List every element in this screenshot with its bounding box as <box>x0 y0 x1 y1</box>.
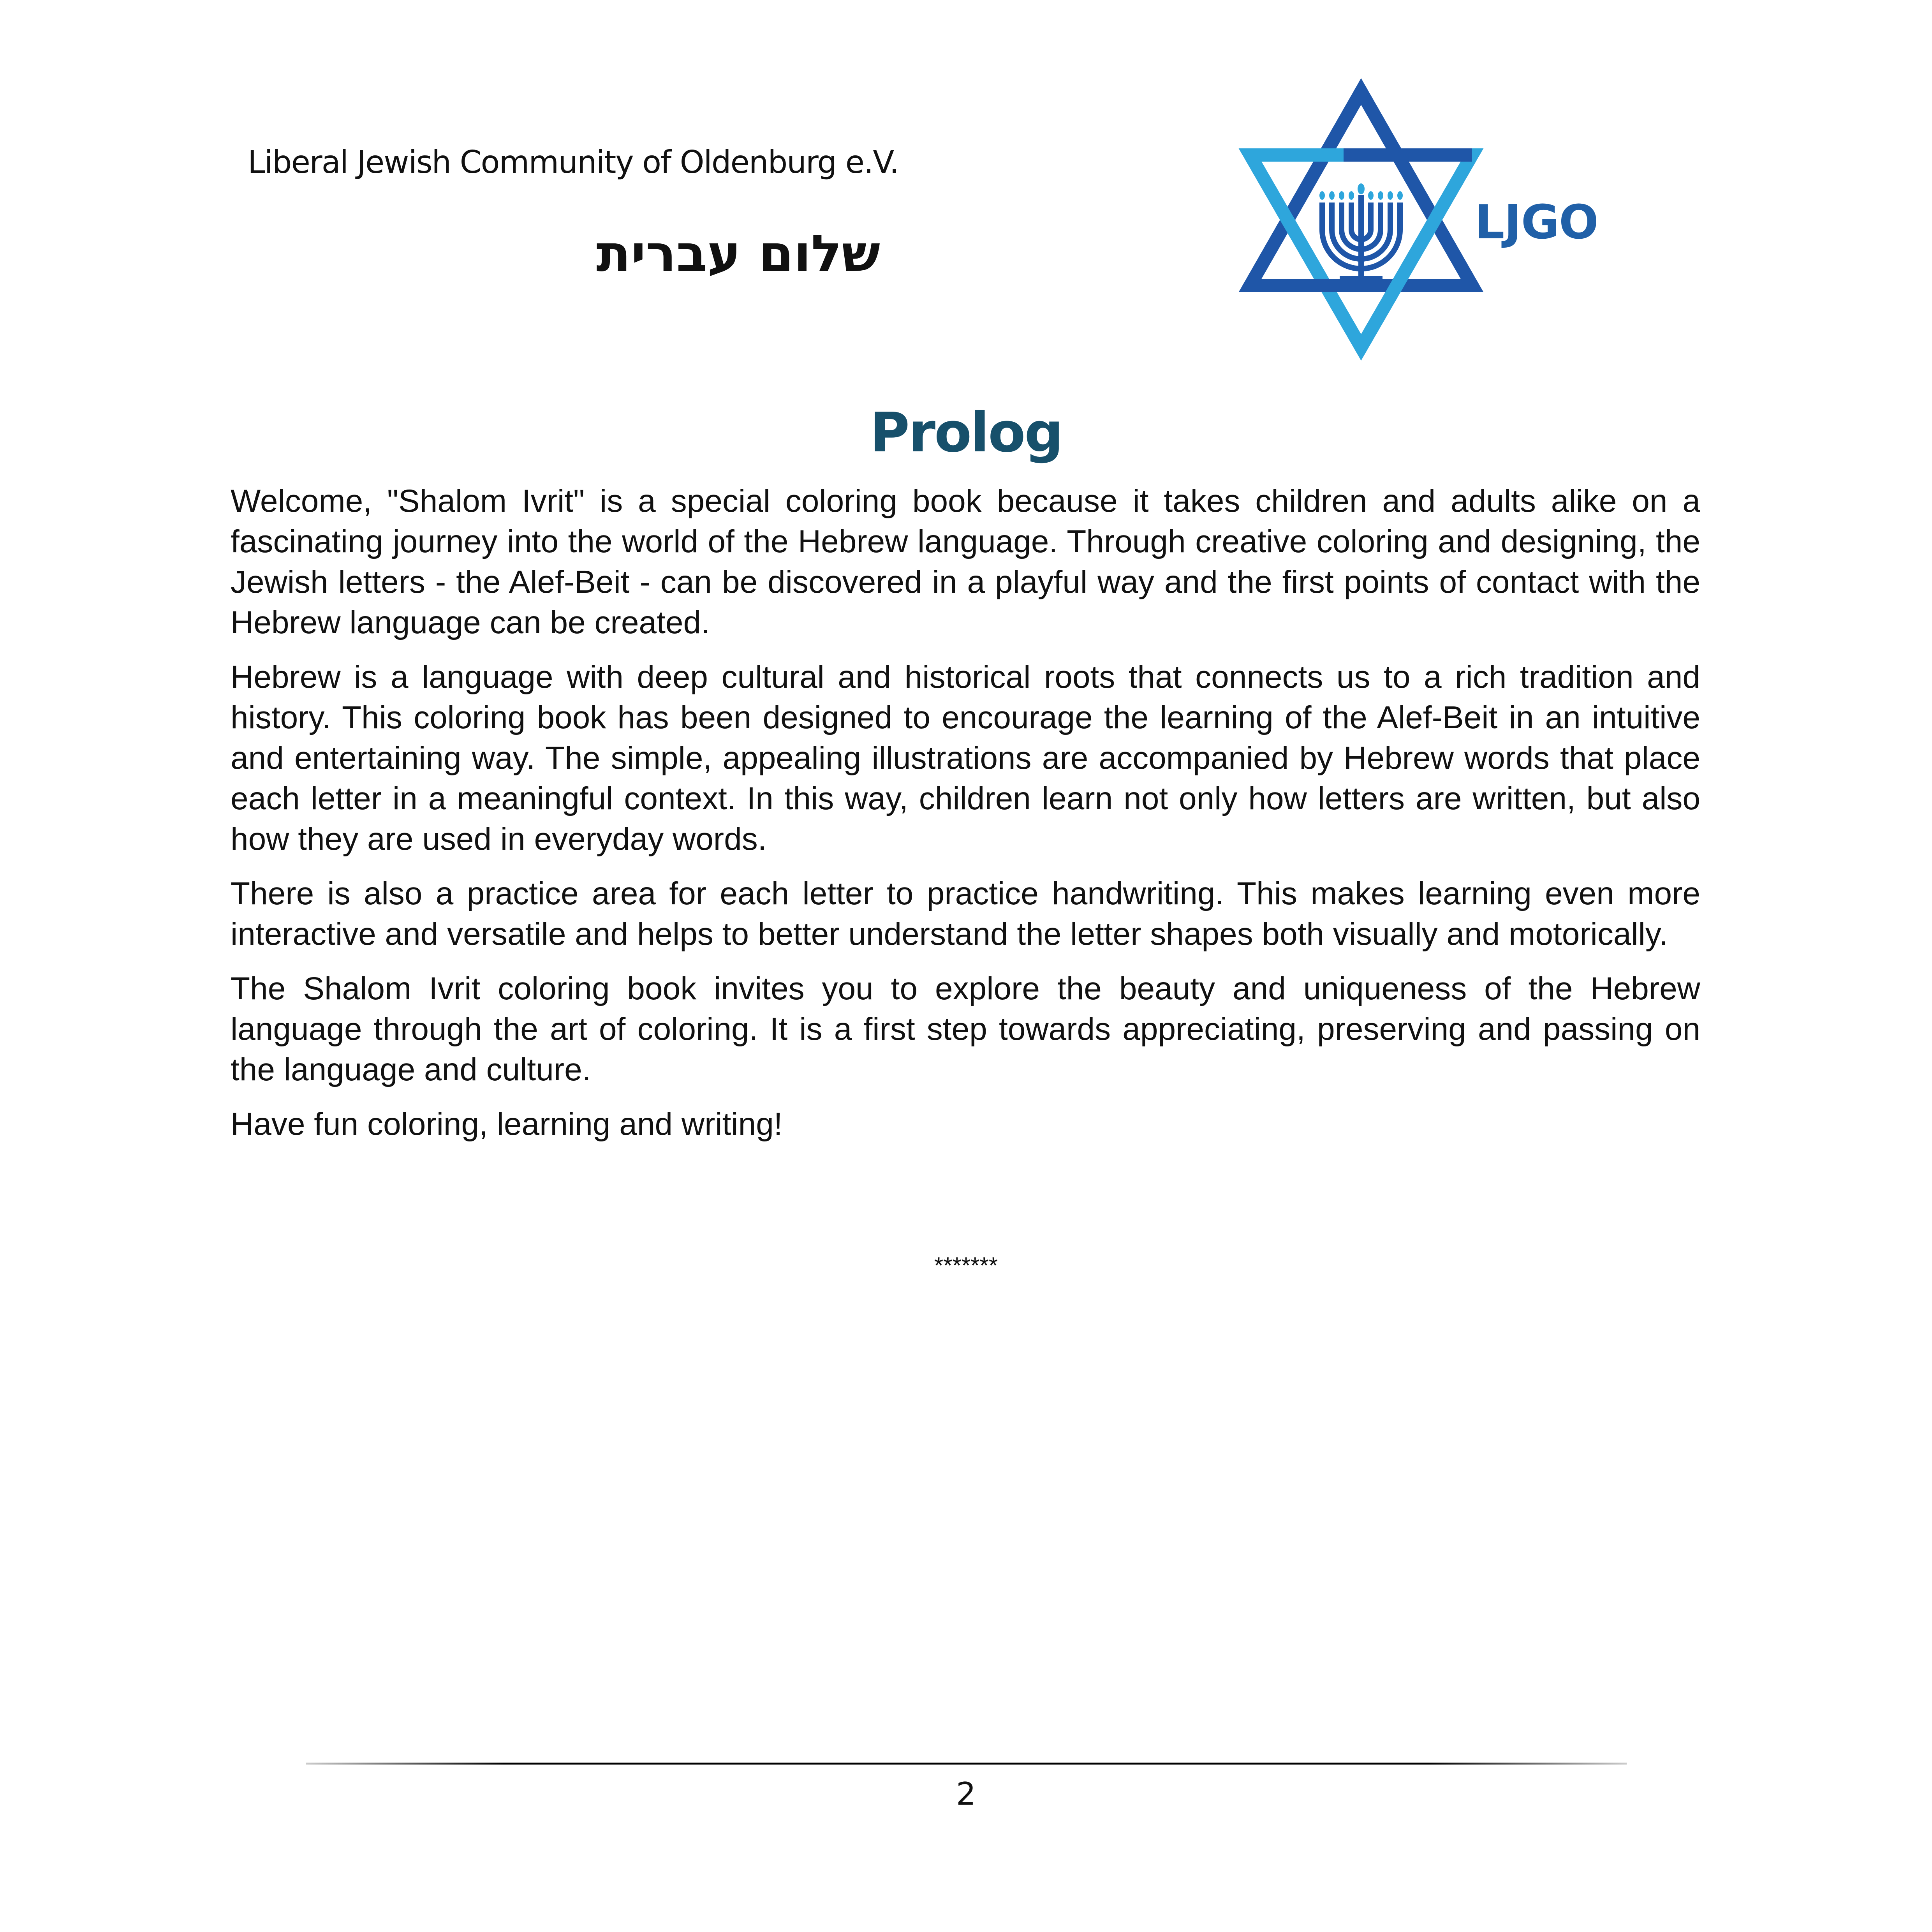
paragraph: The Shalom Ivrit coloring book invites you to explore the beauty and uniqueness of the Hebrew language through the art of coloring. It is a first step towards appreciating, preserving and passing on the language and culture. <box>231 971 1700 1087</box>
page-title: Prolog <box>870 401 1062 465</box>
paragraph: Hebrew is a language with deep cultural and historical roots that connects us to a rich tradition and history. This coloring book has been designed to encourage the learning of the Alef-Beit in an intuitive and entertaining way. The simple, appealing illustrations are accompanied by Hebrew words that place each letter in a meaningful context. In this way, children learn not only how letters are written, but also how they are used in everyday words. <box>231 659 1700 857</box>
hebrew-title: שלום עברית <box>596 224 880 283</box>
page-number: 2 <box>956 1776 976 1812</box>
section-separator: ******* <box>934 1252 998 1279</box>
paragraph: Welcome, "Shalom Ivrit" is a special coloring book because it takes children and adults alike on a fascinating journey into the world of the Hebrew language. Through creative coloring and designing, the Jewish letters - the Alef-Beit - can be discovered in a playful way and the first points of contact with the Hebrew language can be created. <box>231 483 1700 640</box>
paragraph: Have fun coloring, learning and writing! <box>231 1106 783 1142</box>
organization-name: Liberal Jewish Community of Oldenburg e.V. <box>248 144 899 180</box>
footer-divider <box>306 1763 1627 1765</box>
paragraph: There is also a practice area for each letter to practice handwriting. This makes learning even more interactive and versatile and helps to better understand the letter shapes both visually and motorically. <box>231 876 1700 952</box>
ljgo-logo <box>1227 70 1616 374</box>
menorah-icon <box>1322 195 1400 280</box>
prolog-body <box>231 481 1700 1159</box>
logo-text: LJGO <box>1475 195 1599 250</box>
